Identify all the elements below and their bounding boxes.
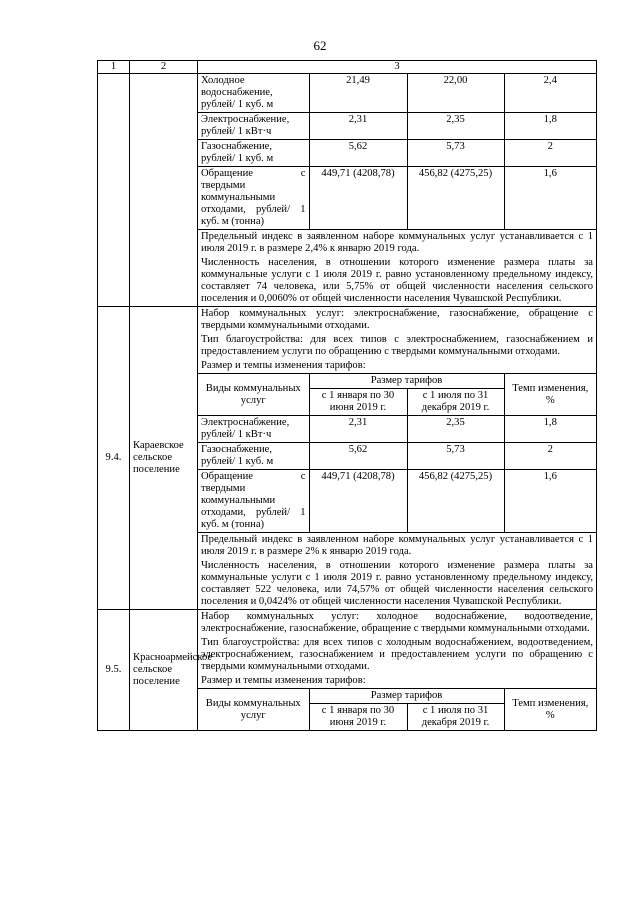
- tariffs-caption: Размер и темпы изменения тарифов:: [201, 360, 366, 371]
- header-col-1: 1: [98, 61, 130, 74]
- tariff-value: 2,31: [309, 113, 407, 140]
- column-header-rate: Темп изменения, %: [504, 374, 596, 416]
- settlement-name: Красноармейское сельское поселение: [130, 610, 198, 731]
- header-col-2: 2: [130, 61, 198, 74]
- tariff-table: [97, 60, 597, 731]
- tariff-value: 5,73: [407, 443, 504, 470]
- tariff-value: 5,62: [309, 140, 407, 167]
- column-header-period-1: с 1 января по 30 июня 2019 г.: [309, 389, 407, 416]
- service-name: Холодное водоснабжение, рублей/ 1 куб. м: [198, 74, 309, 113]
- tariff-value: 2,35: [407, 416, 504, 443]
- improvement-paragraph: Тип благоустройства: для всех типов с холодным водоснабжением, водоотведением, электроснабжением, газоснабжением и предоставлением услуги по обращению с твердыми коммунальными отходами.: [201, 637, 593, 672]
- tariff-value: 449,71 (4208,78): [309, 167, 407, 230]
- tariff-subtable: [198, 688, 596, 730]
- tariff-value: 449,71 (4208,78): [309, 470, 407, 533]
- rate-value: 2: [504, 140, 596, 167]
- service-name: Газоснабжение, рублей/ 1 куб. м: [198, 443, 309, 470]
- service-name: Электроснабжение, рублей/ 1 кВт·ч: [198, 113, 309, 140]
- column-header-kinds: Виды коммунальных услуг: [198, 374, 309, 416]
- page-number: 62: [313, 38, 327, 53]
- tariff-subtable: [198, 74, 596, 230]
- column-header-size: Размер тарифов: [309, 689, 504, 704]
- index-paragraph: Предельный индекс в заявленном наборе коммунальных услуг устанавливается с 1 июля 2019 г. в размере 2,4% к январю 2019 года.: [201, 231, 593, 254]
- table-row: [198, 167, 596, 230]
- population-paragraph: Численность населения, в отношении которого изменение размера платы за коммунальные услуги с 1 июля 2019 г. равно установленному предельному индексу, составляет 522 человека, или 74,57% от общей численности населения сельского поселения и 0,0424% от общей численности населения Чувашской Республики.: [201, 560, 593, 607]
- tariff-value: 21,49: [309, 74, 407, 113]
- tariff-value: 2,35: [407, 113, 504, 140]
- settlement-name: Караевское сельское поселение: [130, 307, 198, 610]
- rate-value: 2,4: [504, 74, 596, 113]
- tariff-value: 456,82 (4275,25): [407, 167, 504, 230]
- rate-value: 1,8: [504, 416, 596, 443]
- population-paragraph: Численность населения, в отношении которого изменение размера платы за коммунальные услуги с 1 июля 2019 г. равно установленному предельному индексу, составляет 74 человека, или 5,75% от общей численности населения сельского поселения и 0,0060% от общей численности населения Чувашской Республики.: [201, 257, 593, 304]
- tariff-value: 5,73: [407, 140, 504, 167]
- tariff-value: 456,82 (4275,25): [407, 470, 504, 533]
- table-row: [198, 113, 596, 140]
- table-row: [198, 443, 596, 470]
- tariff-value: 2,31: [309, 416, 407, 443]
- service-name: Обращение с твердыми коммунальными отходами, рублей/ 1 куб. м (тонна): [198, 470, 309, 533]
- header-row: [98, 61, 597, 74]
- rate-value: 2: [504, 443, 596, 470]
- services-set-paragraph: Набор коммунальных услуг: холодное водоснабжение, водоотведение, электроснабжение, газоснабжение, обращение с твердыми коммунальными отходами.: [201, 611, 593, 634]
- service-name: Электроснабжение, рублей/ 1 кВт·ч: [198, 416, 309, 443]
- tariff-value: 22,00: [407, 74, 504, 113]
- column-header-kinds: Виды коммунальных услуг: [198, 689, 309, 731]
- service-name: Обращение с твердыми коммунальными отходами, рублей/ 1 куб. м (тонна): [198, 167, 309, 230]
- rate-value: 1,6: [504, 470, 596, 533]
- service-name: Газоснабжение, рублей/ 1 куб. м: [198, 140, 309, 167]
- column-header-period-1: с 1 января по 30 июня 2019 г.: [309, 704, 407, 731]
- column-header-period-2: с 1 июля по 31 декабря 2019 г.: [407, 389, 504, 416]
- table-row: [198, 416, 596, 443]
- header-col-3: 3: [198, 61, 597, 74]
- services-set-paragraph: Набор коммунальных услуг: электроснабжение, газоснабжение, обращение с твердыми коммунальными отходами.: [201, 308, 593, 331]
- rate-value: 1,8: [504, 113, 596, 140]
- index-paragraph: Предельный индекс в заявленном наборе коммунальных услуг устанавливается с 1 июля 2019 г. в размере 2% к январю 2019 года.: [201, 534, 593, 557]
- settlement-block: [98, 307, 597, 610]
- tariff-subtable: [198, 373, 596, 533]
- settlement-block: [98, 610, 597, 731]
- column-header-size: Размер тарифов: [309, 374, 504, 389]
- rate-value: 1,6: [504, 167, 596, 230]
- improvement-paragraph: Тип благоустройства: для всех типов с электроснабжением, газоснабжением и предоставлением услуги по обращению с твердыми коммунальными отходами.: [201, 334, 593, 357]
- column-header-period-2: с 1 июля по 31 декабря 2019 г.: [407, 704, 504, 731]
- tariffs-caption: Размер и темпы изменения тарифов:: [201, 675, 366, 686]
- column-header-rate: Темп изменения, %: [504, 689, 596, 731]
- item-number: 9.4.: [98, 307, 130, 610]
- tariff-value: 5,62: [309, 443, 407, 470]
- table-row: [198, 74, 596, 113]
- table-row: [198, 140, 596, 167]
- block-continuation: [98, 74, 597, 307]
- table-header-row: [198, 374, 596, 389]
- table-row: [198, 470, 596, 533]
- table-header-row: [198, 689, 596, 704]
- item-number: 9.5.: [98, 610, 130, 731]
